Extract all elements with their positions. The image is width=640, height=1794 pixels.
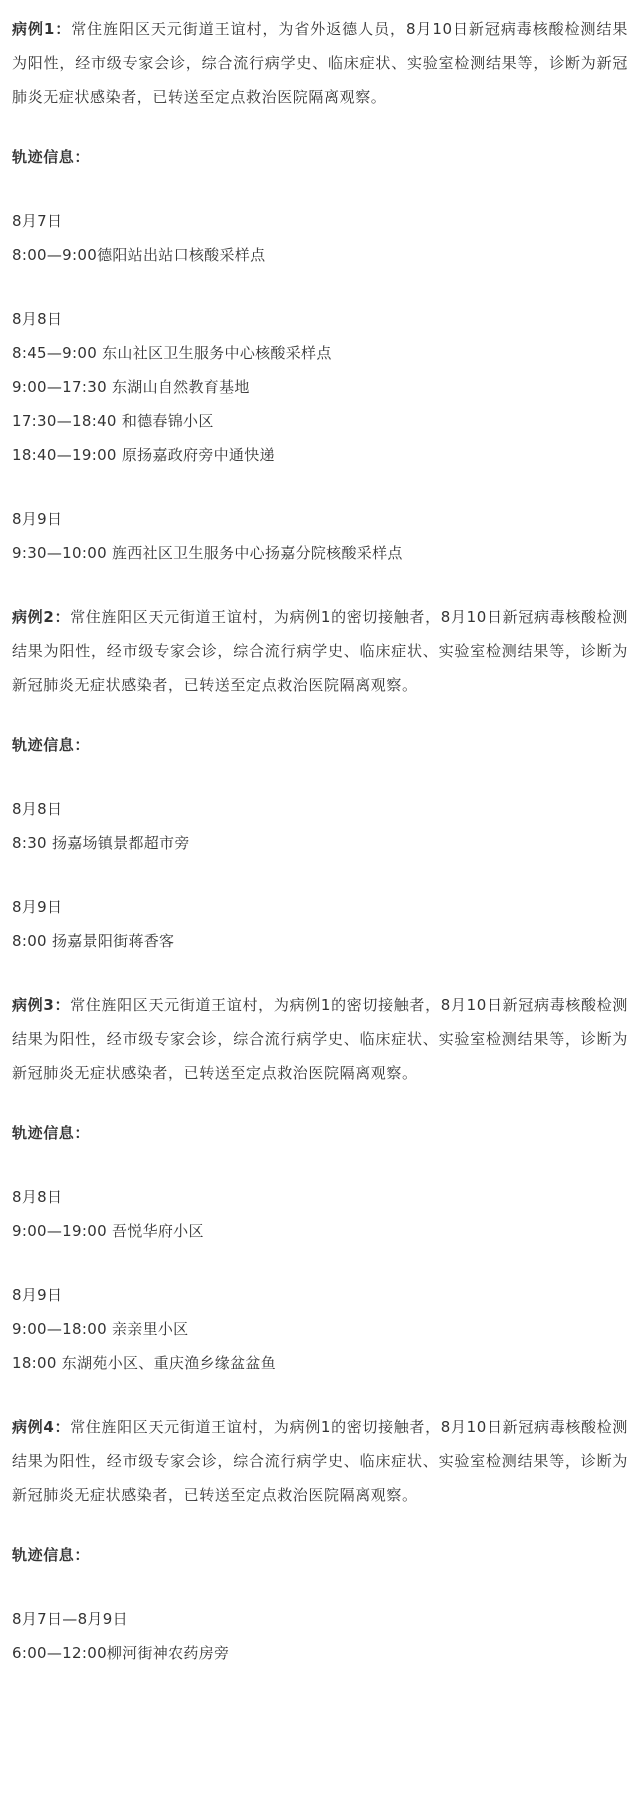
case-3-day-2 <box>12 1278 628 1380</box>
case-2-day-1 <box>12 792 628 860</box>
case-4-description <box>12 1410 628 1512</box>
case-2-day-2 <box>12 890 628 958</box>
case-1-track-heading: 轨迹信息： <box>12 148 91 166</box>
case-1-day-2 <box>12 302 628 472</box>
case-3-text: 常住旌阳区天元街道王谊村，为病例1的密切接触者，8月10日新冠病毒核酸检测结果为阳性，经市级专家会诊，综合流行病学史、临床症状、实验室检测结果等，诊断为新冠肺炎无症状感染者，已转送至定点救治医院隔离观察。 <box>12 996 628 1082</box>
day-date: 8月9日 <box>12 898 63 916</box>
track-entry: 8:00 扬嘉景阳街蒋香客 <box>12 932 175 950</box>
day-date: 8月7日 <box>12 212 63 230</box>
case-4-label: 病例4： <box>12 1418 71 1436</box>
case-4-section <box>12 1410 628 1670</box>
track-entry: 6:00—12:00柳河街神农药房旁 <box>12 1644 230 1662</box>
day-date: 8月7日—8月9日 <box>12 1610 128 1628</box>
case-1-label: 病例1： <box>12 20 72 38</box>
track-entry: 8:30 扬嘉场镇景都超市旁 <box>12 834 190 852</box>
case-3-label: 病例3： <box>12 996 71 1014</box>
case-1-day-1 <box>12 204 628 272</box>
case-4-text: 常住旌阳区天元街道王谊村，为病例1的密切接触者，8月10日新冠病毒核酸检测结果为阳性，经市级专家会诊，综合流行病学史、临床症状、实验室检测结果等，诊断为新冠肺炎无症状感染者，已转送至定点救治医院隔离观察。 <box>12 1418 628 1504</box>
case-1-section <box>12 12 628 570</box>
track-entry: 9:00—17:30 东湖山自然教育基地 <box>12 378 250 396</box>
track-entry: 9:00—18:00 亲亲里小区 <box>12 1320 189 1338</box>
day-date: 8月8日 <box>12 800 63 818</box>
case-4-day-1 <box>12 1602 628 1670</box>
case-2-label: 病例2： <box>12 608 71 626</box>
case-2-text: 常住旌阳区天元街道王谊村，为病例1的密切接触者，8月10日新冠病毒核酸检测结果为阳性，经市级专家会诊，综合流行病学史、临床症状、实验室检测结果等，诊断为新冠肺炎无症状感染者，已转送至定点救治医院隔离观察。 <box>12 608 628 694</box>
track-entry: 9:00—19:00 吾悦华府小区 <box>12 1222 204 1240</box>
track-entry: 8:45—9:00 东山社区卫生服务中心核酸采样点 <box>12 344 332 362</box>
track-entry: 8:00—9:00德阳站出站口核酸采样点 <box>12 246 266 264</box>
track-entry: 17:30—18:40 和德春锦小区 <box>12 412 214 430</box>
case-3-track-heading: 轨迹信息： <box>12 1124 91 1142</box>
case-2-description <box>12 600 628 702</box>
case-1-description <box>12 12 628 114</box>
case-2-track-heading: 轨迹信息： <box>12 736 91 754</box>
track-entry: 9:30—10:00 旌西社区卫生服务中心扬嘉分院核酸采样点 <box>12 544 403 562</box>
case-4-track-heading: 轨迹信息： <box>12 1546 91 1564</box>
case-1-text: 常住旌阳区天元街道王谊村，为省外返德人员，8月10日新冠病毒核酸检测结果为阳性，经市级专家会诊，综合流行病学史、临床症状、实验室检测结果等，诊断为新冠肺炎无症状感染者，已转送至定点救治医院隔离观察。 <box>12 20 628 106</box>
day-date: 8月9日 <box>12 510 63 528</box>
case-1-day-3 <box>12 502 628 570</box>
day-date: 8月8日 <box>12 310 63 328</box>
track-entry: 18:40—19:00 原扬嘉政府旁中通快递 <box>12 446 275 464</box>
case-3-section <box>12 988 628 1380</box>
day-date: 8月8日 <box>12 1188 63 1206</box>
case-3-description <box>12 988 628 1090</box>
day-date: 8月9日 <box>12 1286 63 1304</box>
track-entry: 18:00 东湖苑小区、重庆渔乡缘盆盆鱼 <box>12 1354 276 1372</box>
case-2-section <box>12 600 628 958</box>
case-3-day-1 <box>12 1180 628 1248</box>
